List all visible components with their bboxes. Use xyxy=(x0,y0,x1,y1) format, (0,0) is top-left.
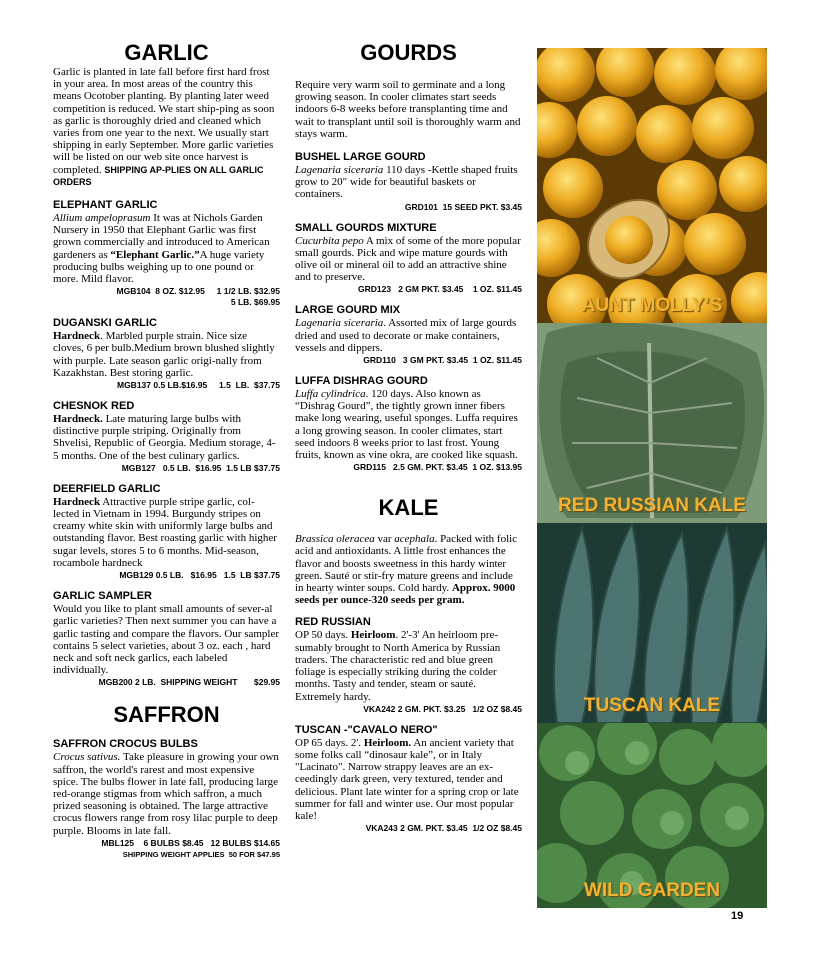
description-text: Late maturing large bulbs with distinctive purple striping. Originally from Shvelisi, Republic of Georgia. Medium storage, 4-5 months. One of the best culinary garlics. xyxy=(53,413,276,462)
kale-intro xyxy=(295,533,522,606)
description-lead: Heirloom xyxy=(350,629,396,642)
aunt-mollys-photo xyxy=(537,48,767,323)
description-pre: OP 50 days. xyxy=(295,629,351,642)
gourds-intro: Require very warm soil to germinate and a long growing season. In cooler climates start seeds indoors 6-8 weeks before transplanting time and wait to transplant until soil is thoroughly warm and stays warm. xyxy=(295,79,521,140)
saffron-heading: SAFFRON xyxy=(113,702,220,728)
price-line: MBL125 6 BULBS $8.45 12 BULBS $14.65 xyxy=(101,837,280,848)
gourds-kale-column xyxy=(295,40,522,834)
product-tuscan-kale xyxy=(295,724,522,834)
description-lead: Hardneck. xyxy=(53,413,103,426)
description-text: . 120 days. Also known as “Dishrag Gourd”, the tightly grown inner fibers make long wearing, useful sponges. Luffa requires a long growing season. In cooler climates, start seed indoors 8 weeks prior to last frost. Young fruits, known as vine okra, are cooked like squash. xyxy=(295,388,518,462)
description-lead: Heirloom. xyxy=(363,736,412,749)
garlic-column xyxy=(53,40,280,860)
product-description xyxy=(295,737,522,822)
red-russian-kale-photo xyxy=(537,323,767,523)
description-lead: Hardneck xyxy=(53,495,101,508)
wild-garden-photo xyxy=(537,723,767,908)
product-name: ELEPHANT GARLIC xyxy=(53,199,158,212)
latin-name: Brassica oleracea xyxy=(295,533,375,546)
product-description xyxy=(295,164,522,201)
product-deerfield-garlic xyxy=(53,483,280,581)
description-text: Take pleasure in growing your own saffron, the world's rarest and most expensive spice. The bulbs flower in late fall, producing large red-orange stigmas from which saffron, a much prized seasoning is obtained. The large attractive crocus flowers range from rosy lilac purple to deep purple. Blooms in late fall. xyxy=(53,751,279,837)
ground-cherry-photo-icon xyxy=(537,48,767,323)
kale-heading: KALE xyxy=(378,495,439,521)
product-red-russian-kale xyxy=(295,616,522,714)
photo-column xyxy=(537,48,767,908)
description-text: An ancient variety that some folks call “dinosaur kale”, or in Italy "Lacinato". Narrow strappy leaves are an ex-ceedingly dark green, very textured, tender and delicious. Plant late winter for a spring crop or late summer for fall and winter use. Our most popular kale! xyxy=(295,736,519,822)
price-line: GRD110 3 GM PKT. $3.45 1 OZ. $11.45 xyxy=(363,355,522,366)
latin-name: Cucurbita pepo xyxy=(295,234,364,247)
description-text: Attractive purple stripe garlic, col-lected in Vietnam in 1994. Burgundy stripes on creamy white skin with uniformly large bulbs and outstanding flavor. Best roasting garlic with higher sugar levels, stores 5 to 6 months. Mid-season, rocambole hardneck xyxy=(53,495,277,569)
product-luffa-dishrag-gourd xyxy=(295,375,522,473)
price-line: MGB127 0.5 LB. $16.95 1.5 LB $37.75 xyxy=(121,462,280,473)
product-name: BUSHEL LARGE GOURD xyxy=(295,151,426,164)
price-line: GRD101 15 SEED PKT. $3.45 xyxy=(404,201,522,212)
description-text: . Assorted mix of large gourds dried and used to decorate or make containers, vessels and dippers. xyxy=(295,317,517,354)
product-description: Would you like to plant small amounts of sever-al garlic varieties? Then next summer you can have a garlic tasting and compare the flavors. Our sampler contains 5 select varieties, about 3 oz. each , hard neck and soft neck garlics, each labeled individually. xyxy=(53,603,280,677)
photo-caption: WILD GARDEN xyxy=(583,880,721,901)
product-name: RED RUSSIAN xyxy=(295,616,371,629)
price-line: GRD123 2 GM PKT. $3.45 1 OZ. $11.45 xyxy=(358,284,522,295)
price-line-2: SHIPPING WEIGHT APPLIES 50 FOR $47.95 xyxy=(122,849,280,859)
price-line: MGB129 0.5 LB. $16.95 1.5 LB $37.75 xyxy=(119,570,280,581)
description-text-2: A huge variety producing bulbs weighing up to one pound or more. Mild flavor. xyxy=(53,248,265,286)
product-description xyxy=(295,388,522,461)
latin-name: Luffa cylindrica xyxy=(295,388,366,401)
product-garlic-sampler xyxy=(53,590,280,688)
price-line-2: 5 LB. $69.95 xyxy=(230,297,280,308)
latin-name: Lagenaria siceraria xyxy=(295,317,384,330)
product-name: SAFFRON CROCUS BULBS xyxy=(53,738,198,751)
garlic-shipping-note: SHIPPING AP-PLIES ON ALL GARLIC ORDERS xyxy=(53,164,264,187)
product-description xyxy=(53,212,280,285)
tuscan-kale-photo-icon xyxy=(537,523,767,723)
kale-seed-count: Approx. 9000 seeds per ounce-320 seeds per gram. xyxy=(295,582,516,607)
latin-name: Allium ampeloprasum xyxy=(53,212,151,225)
description-pre: OP 65 days. 2'. xyxy=(295,736,364,749)
photo-caption: RED RUSSIAN KALE xyxy=(558,495,746,516)
product-description xyxy=(53,496,280,569)
product-description xyxy=(53,330,280,379)
kale-leaf-photo-icon xyxy=(537,323,767,523)
product-description xyxy=(53,751,280,836)
price-line: VKA243 2 GM. PKT. $3.45 1/2 OZ $8.45 xyxy=(365,823,522,834)
latin-name: Crocus sativus. xyxy=(53,751,121,764)
gourds-heading: GOURDS xyxy=(360,40,457,65)
garlic-heading: GARLIC xyxy=(124,40,209,65)
description-text: . 2'-3' An heirloom pre-sumably brought to North America by Russian traders. The characteristic red and blue green foliage is especially striking during the colder months. Tasty and tender, steam or sauté. Extremely hardy. xyxy=(295,629,501,703)
product-small-gourds-mixture xyxy=(295,222,522,296)
description-text: It was at Nichols Garden Nursery in 1950 that Elephant Garlic was first grown commercially and introduced to American gardeners as xyxy=(53,212,270,261)
description-lead: Hardneck xyxy=(53,330,101,343)
product-large-gourd-mix xyxy=(295,304,522,366)
product-description xyxy=(295,317,522,354)
kale-intro-text: . Packed with folic acid and antioxidants. A little frost enhances the flavor and boosts sweetness in this hardy winter green. Sauté or stir-fry mature greens and include in hearty winter soups. Cold hardy. xyxy=(295,533,518,595)
price-line: MGB137 0.5 LB.$16.95 1.5 LB. $37.75 xyxy=(116,380,280,391)
latin-var: var xyxy=(374,533,395,546)
product-name: TUSCAN -"CAVALO NERO" xyxy=(295,723,438,736)
product-description xyxy=(295,235,522,284)
description-text: 110 days -Kettle shaped fruits grow to 20" wide for beautiful baskets or containers. xyxy=(295,164,518,201)
price-line: MGB200 2 LB. SHIPPING WEIGHT $29.95 xyxy=(98,677,280,688)
description-text: . Marbled purple strain. Nice size cloves, 6 per bulb.Medium brown blushed slightly with purple. Late season garlic origi-nally from Kazakhstan. Best storing garlic. xyxy=(53,330,275,379)
product-name: LARGE GOURD MIX xyxy=(295,304,401,317)
product-saffron-crocus xyxy=(53,738,280,859)
description-bold: “Elephant Garlic.” xyxy=(110,248,200,261)
product-name: LUFFA DISHRAG GOURD xyxy=(295,375,428,388)
tuscan-kale-photo xyxy=(537,523,767,723)
product-name: DEERFIELD GARLIC xyxy=(53,482,161,495)
garlic-intro xyxy=(53,66,280,188)
product-duganski-garlic xyxy=(53,317,280,391)
latin-name: Lagenaria siceraria xyxy=(295,164,384,177)
product-description xyxy=(53,413,280,462)
product-name: CHESNOK RED xyxy=(53,400,135,413)
price-line: GRD115 2.5 GM. PKT. $3.45 1 OZ. $13.95 xyxy=(353,462,522,473)
price-line: MGB104 8 OZ. $12.95 1 1/2 LB. $32.95 xyxy=(116,286,280,297)
product-name: DUGANSKI GARLIC xyxy=(53,317,157,330)
product-elephant-garlic xyxy=(53,199,280,308)
product-description xyxy=(295,629,522,702)
photo-caption: TUSCAN KALE xyxy=(583,695,721,716)
product-name: SMALL GOURDS MIXTURE xyxy=(295,221,437,234)
latin-name-2: acephala xyxy=(394,533,435,546)
product-chesnok-red xyxy=(53,400,280,474)
price-line: VKA242 2 GM. PKT. $3.25 1/2 OZ $8.45 xyxy=(363,703,522,714)
page-number: 19 xyxy=(731,910,744,922)
description-text: A mix of some of the more popular small gourds. Pick and wipe mature gourds with olive oil or mineral oil to add an attractive shine and to preserve. xyxy=(295,234,521,284)
garlic-intro-text: Garlic is planted in late fall before first hard frost in your area. In most areas of the country this means Ocotober planting. By planting later weed competition is reduced. We start ship-ping as soon as garlic is thoroughly dried and cleaned which varies from one year to the next. We usually start shipping in early September. More garlic varieties will be listed on our web site once harvest is completed. xyxy=(53,66,275,176)
product-name: GARLIC SAMPLER xyxy=(53,590,152,603)
photo-caption: AUNT MOLLY’S xyxy=(581,295,723,316)
product-bushel-large-gourd xyxy=(295,151,522,213)
